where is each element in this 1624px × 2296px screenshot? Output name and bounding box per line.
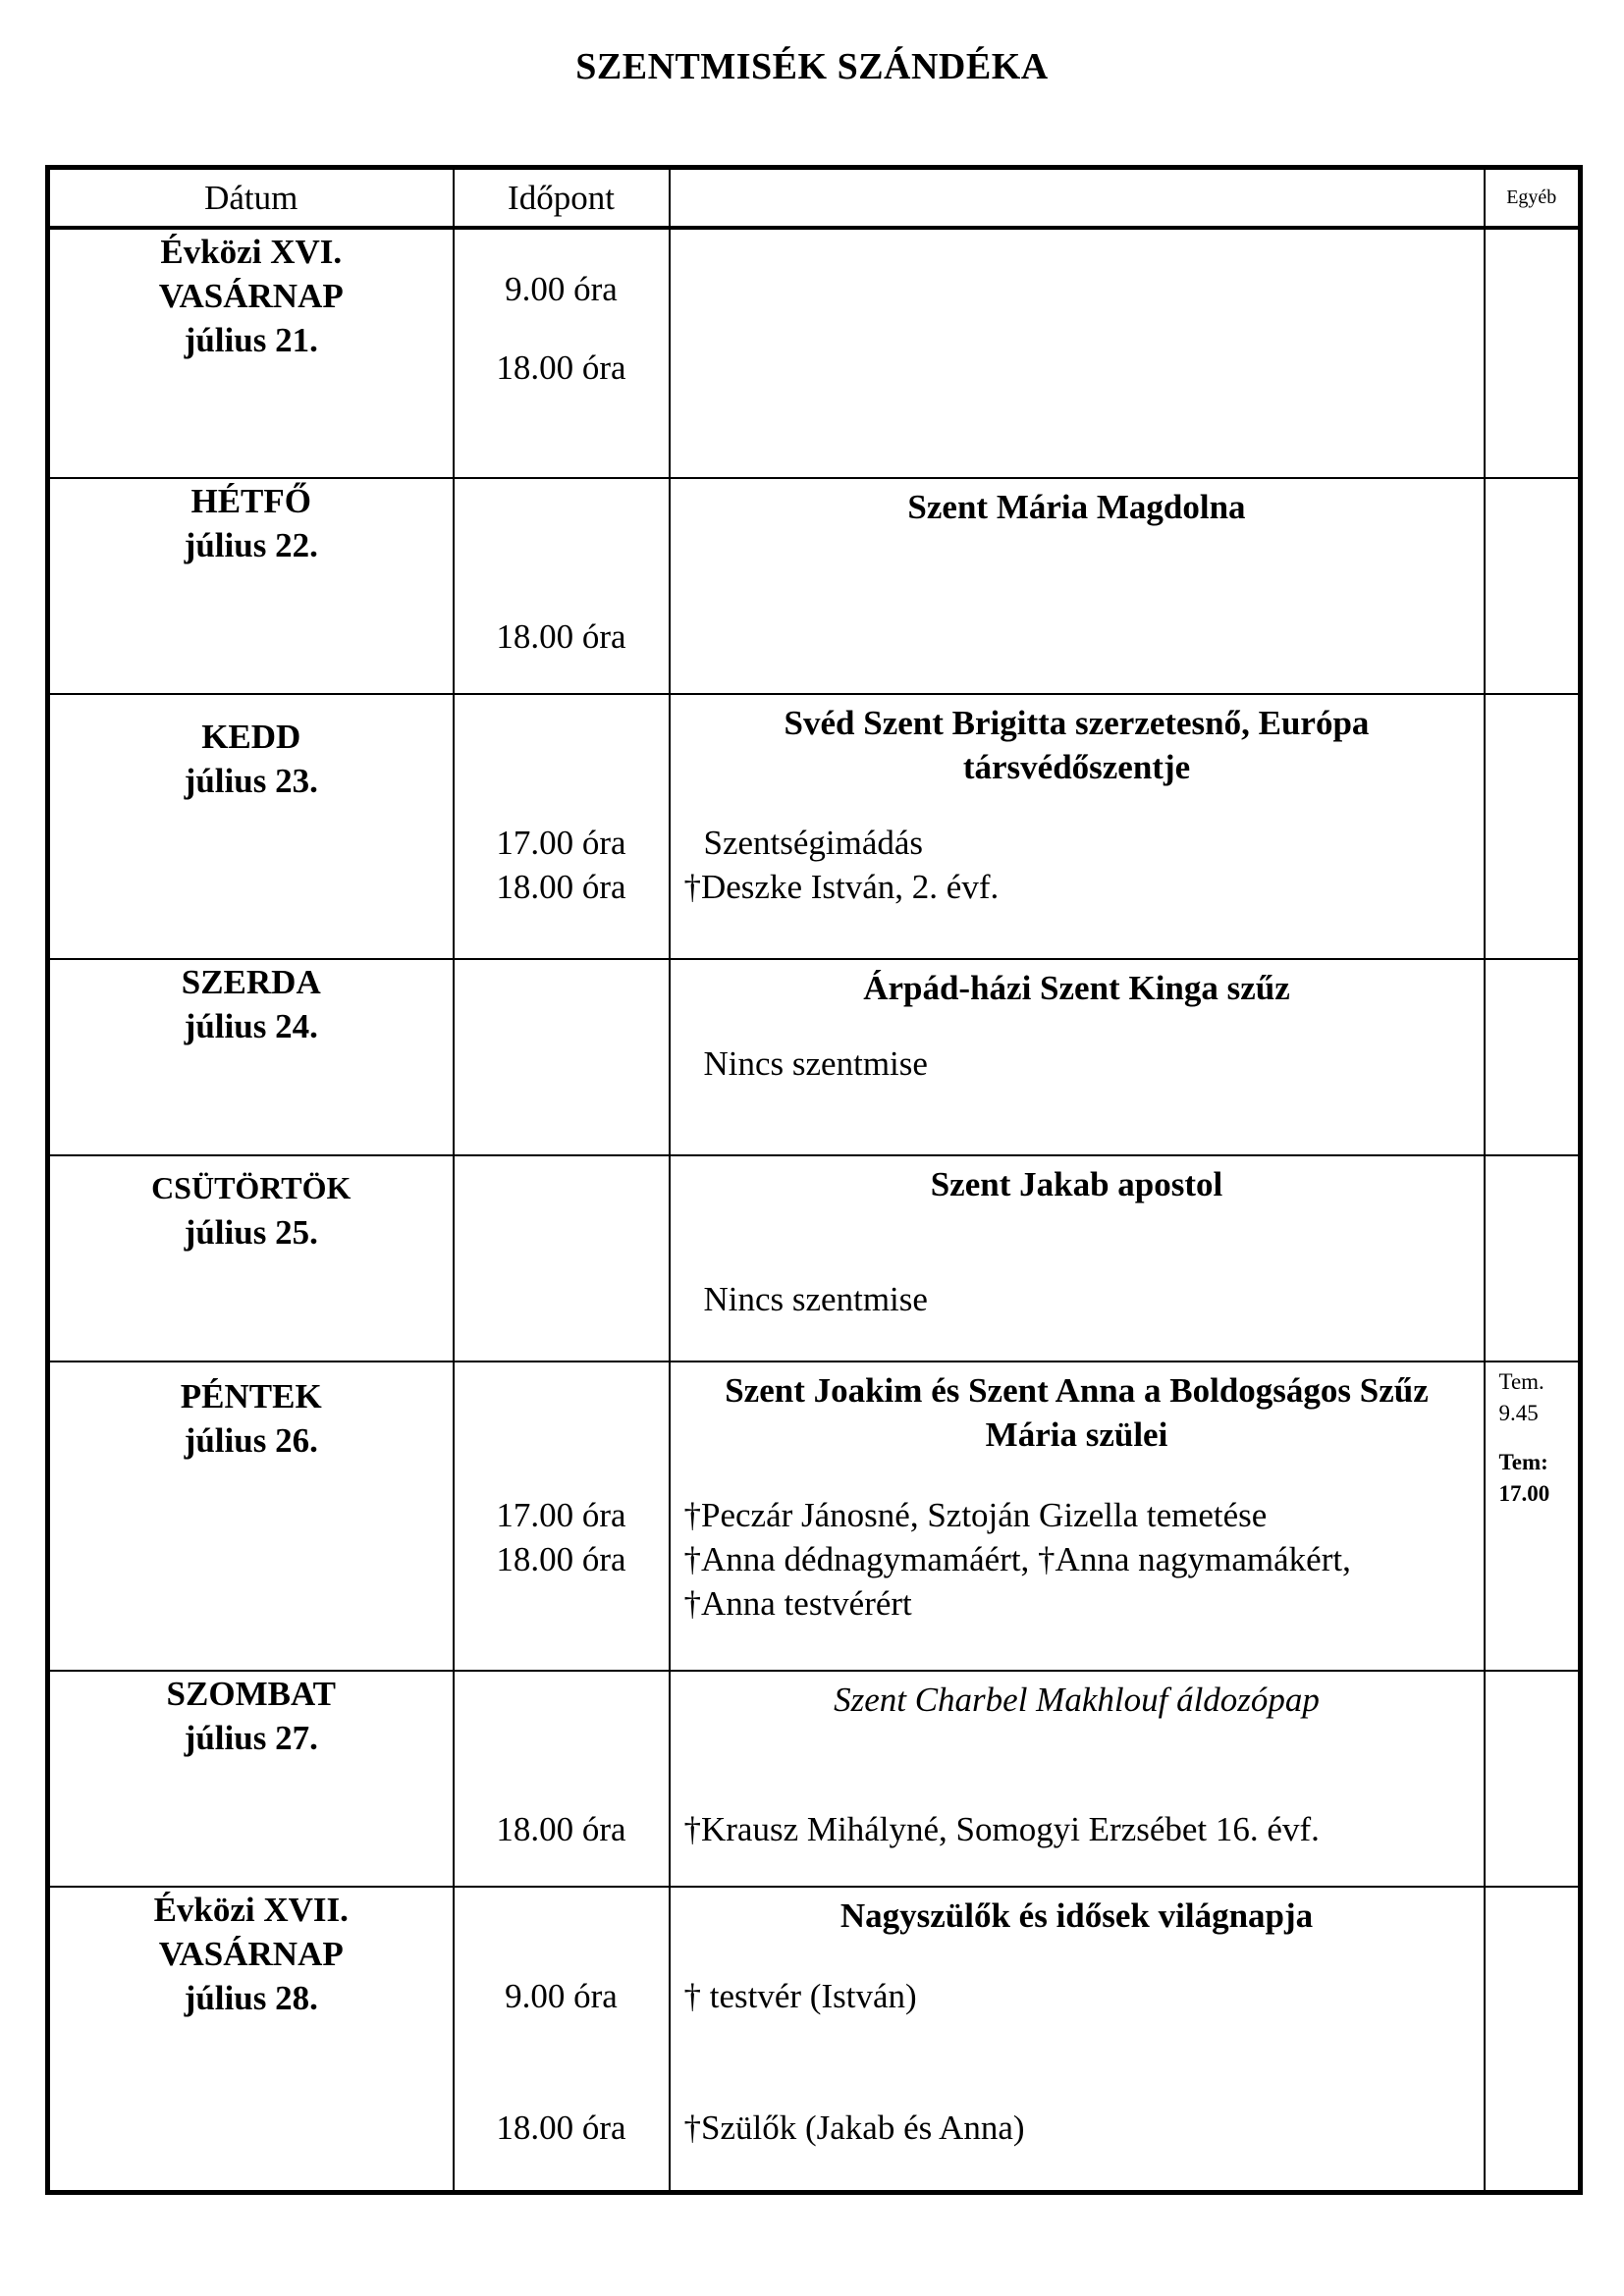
header-datum: Dátum — [48, 168, 454, 229]
mass-time: 17.00 óra — [496, 824, 626, 862]
intention-cell — [670, 1155, 1485, 1362]
date-cell — [48, 1887, 454, 2192]
time-cell — [454, 1887, 670, 2192]
mass-time: 18.00 óra — [496, 1810, 626, 1848]
intention-line: †Deszke István, 2. évf. — [683, 868, 1000, 906]
date-label: július 22. — [184, 526, 318, 564]
mass-time: 9.00 óra — [505, 270, 618, 308]
time-cell — [454, 1155, 670, 1362]
feast-name: Nagyszülők és idősek világnapja — [839, 1896, 1314, 1935]
day-label: CSÜTÖRTÖK — [151, 1170, 352, 1205]
time-cell — [454, 1362, 670, 1671]
date-cell — [48, 478, 454, 694]
week-label: Évközi XVI. — [160, 233, 343, 271]
header-egyeb: Egyéb — [1485, 168, 1581, 229]
date-label: július 26. — [184, 1421, 318, 1460]
header-szandek — [670, 168, 1485, 229]
feast-name: Szent Charbel Makhlouf áldozópap — [834, 1681, 1320, 1719]
feast-name: Szent Jakab apostol — [930, 1165, 1223, 1203]
feast-name: Svéd Szent Brigitta szerzetesnő, Európa társvédőszentje — [784, 704, 1370, 786]
mass-time: 18.00 óra — [496, 868, 626, 906]
intention-line: †Anna testvérért — [683, 1584, 912, 1623]
intention-cell — [670, 478, 1485, 694]
mass-time: 9.00 óra — [505, 1977, 618, 2015]
intention-line: † testvér (István) — [683, 1977, 917, 2015]
mass-time: 18.00 óra — [496, 348, 626, 387]
table-row — [48, 1887, 1581, 2192]
feast-name: Szent Mária Magdolna — [907, 488, 1246, 526]
intention-cell — [670, 959, 1485, 1155]
date-cell — [48, 1155, 454, 1362]
date-cell — [48, 228, 454, 478]
table-row — [48, 1155, 1581, 1362]
egyeb-cell — [1485, 1362, 1581, 1671]
table-row — [48, 228, 1581, 478]
intention-cell — [670, 694, 1485, 959]
mass-time: 18.00 óra — [496, 617, 626, 656]
intention-cell — [670, 228, 1485, 478]
day-label: PÉNTEK — [180, 1377, 322, 1415]
date-label: július 28. — [184, 1979, 318, 2017]
intention-line: †Szülők (Jakab és Anna) — [683, 2109, 1025, 2147]
day-label: SZOMBAT — [166, 1675, 336, 1713]
day-label: KEDD — [201, 718, 301, 756]
intention-cell — [670, 1362, 1485, 1671]
intention-cell — [670, 1887, 1485, 2192]
table-row — [48, 1671, 1581, 1887]
date-cell — [48, 1362, 454, 1671]
intention-line: †Anna dédnagymamáért, †Anna nagymamákért, — [683, 1540, 1351, 1578]
date-cell — [48, 959, 454, 1155]
time-cell — [454, 1671, 670, 1887]
day-label: HÉTFŐ — [190, 482, 312, 520]
intention-line: Nincs szentmise — [703, 1044, 928, 1083]
day-label: VASÁRNAP — [158, 1935, 344, 1973]
date-label: július 23. — [184, 762, 318, 800]
egyeb-note-line: Tem. — [1498, 1369, 1544, 1394]
time-cell — [454, 959, 670, 1155]
egyeb-cell — [1485, 478, 1581, 694]
table-row — [48, 694, 1581, 959]
date-cell — [48, 1671, 454, 1887]
day-label: VASÁRNAP — [158, 277, 344, 315]
time-cell — [454, 478, 670, 694]
mass-time: 18.00 óra — [496, 1540, 626, 1578]
feast-name: Árpád-házi Szent Kinga szűz — [863, 969, 1290, 1007]
header-idopont: Időpont — [454, 168, 670, 229]
feast-name: Szent Joakim és Szent Anna a Boldogságos Szűz Mária szülei — [725, 1371, 1429, 1454]
date-label: július 25. — [184, 1213, 318, 1252]
mass-schedule-table — [45, 165, 1583, 2195]
table-row — [48, 959, 1581, 1155]
date-cell — [48, 694, 454, 959]
header-row — [48, 168, 1581, 229]
time-cell — [454, 228, 670, 478]
date-label: július 24. — [184, 1007, 318, 1045]
egyeb-note-line: 17.00 — [1498, 1481, 1550, 1506]
table-row — [48, 478, 1581, 694]
intention-line: †Krausz Mihályné, Somogyi Erzsébet 16. évf. — [683, 1810, 1320, 1848]
week-label: Évközi XVII. — [153, 1891, 349, 1929]
intention-line: †Peczár Jánosné, Sztoján Gizella temetése — [683, 1496, 1268, 1534]
egyeb-cell — [1485, 1155, 1581, 1362]
egyeb-cell — [1485, 1887, 1581, 2192]
egyeb-note-line: 9.45 — [1498, 1401, 1539, 1425]
mass-time: 17.00 óra — [496, 1496, 626, 1534]
egyeb-cell — [1485, 959, 1581, 1155]
page-title: SZENTMISÉK SZÁNDÉKA — [575, 46, 1049, 87]
egyeb-note-line: Tem: — [1498, 1450, 1548, 1474]
egyeb-cell — [1485, 694, 1581, 959]
date-label: július 21. — [184, 321, 318, 359]
time-cell — [454, 694, 670, 959]
intention-line: Szentségimádás — [703, 824, 924, 862]
table-row — [48, 1362, 1581, 1671]
mass-time: 18.00 óra — [496, 2109, 626, 2147]
date-label: július 27. — [184, 1719, 318, 1757]
day-label: SZERDA — [181, 963, 321, 1001]
intention-cell — [670, 1671, 1485, 1887]
intention-line: Nincs szentmise — [703, 1280, 928, 1318]
egyeb-cell — [1485, 1671, 1581, 1887]
egyeb-cell — [1485, 228, 1581, 478]
